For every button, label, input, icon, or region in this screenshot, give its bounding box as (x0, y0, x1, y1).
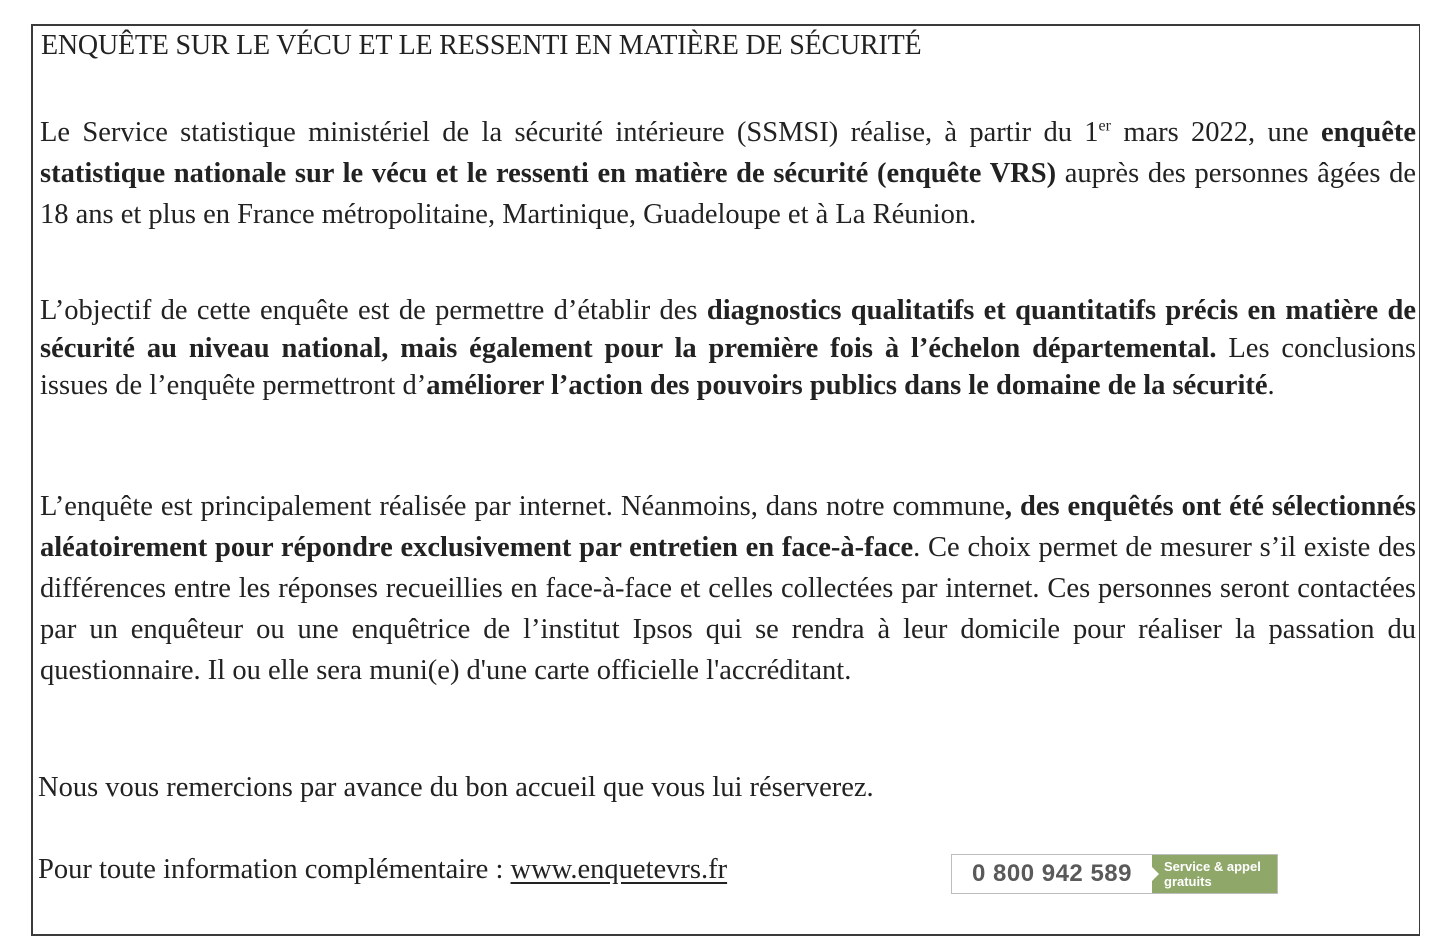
p1-superscript: er (1098, 117, 1111, 135)
p3-bold-selection: , des enquêtés ont été sélectionnés aléatoirement pour répondre exclusivement par entretien en face-à-face (40, 491, 1416, 563)
paragraph-survey-intro (40, 112, 1416, 235)
p2-middle: Les conclusions issues de l’enquête permettront d’ (40, 332, 1417, 401)
phone-banner[interactable] (951, 854, 1278, 894)
badge-line-1: Service & appel (1164, 859, 1261, 874)
p1-intro: Le Service statistique ministériel de la sécurité intérieure (SSMSI) réalise, à partir du 1 (40, 117, 1099, 148)
p2-bold-diagnostics: diagnostics qualitatifs et quantitatifs précis en matière de sécurité au niveau national, mais également pour la première fois à l’échelon départemental. (40, 295, 1417, 364)
p3-intro: L’enquête est principalement réalisée par internet. Néanmoins, dans notre commune (40, 491, 1005, 522)
paragraph-method (40, 486, 1416, 691)
contact-label: Pour toute information complémentaire : (38, 854, 511, 885)
paragraph-objective (40, 292, 1416, 405)
p3-rest: . Ce choix permet de mesurer s’il existe des différences entre les réponses recueillies en face-à-face et celles collectées par internet. Ces personnes seront contactées par un enquêteur ou une enquêtrice de l’institut Ipsos qui se rendra à leur domicile pour réaliser la passation du questionnaire. Il ou elle sera muni(e) d'une carte officielle l'accréditant. (40, 532, 1416, 686)
phone-number: 0 800 942 589 (972, 860, 1132, 887)
p2-intro: L’objectif de cette enquête est de permettre d’établir des (40, 295, 707, 326)
contact-line (38, 854, 727, 886)
p1-bold-survey-name: enquête statistique nationale sur le vécu et le ressenti en matière de sécurité (enquête VRS) (40, 117, 1416, 189)
website-link[interactable]: www.enquetevrs.fr (510, 854, 728, 885)
p2-bold-improve: améliorer l’action des pouvoirs publics dans le domaine de la sécurité (426, 370, 1268, 401)
free-service-badge (1152, 855, 1277, 893)
p1-rest: auprès des personnes âgées de 18 ans et plus en France métropolitaine, Martinique, Guadeloupe et à La Réunion. (40, 158, 1416, 230)
thanks-line: Nous vous remercions par avance du bon accueil que vous lui réserverez. (38, 772, 874, 803)
document-title: ENQUÊTE SUR LE VÉCU ET LE RESSENTI EN MATIÈRE DE SÉCURITÉ (41, 30, 922, 61)
p2-end: . (1267, 370, 1275, 401)
badge-line-2: gratuits (1164, 874, 1212, 889)
p1-date-rest: mars 2022, une (1110, 117, 1321, 148)
